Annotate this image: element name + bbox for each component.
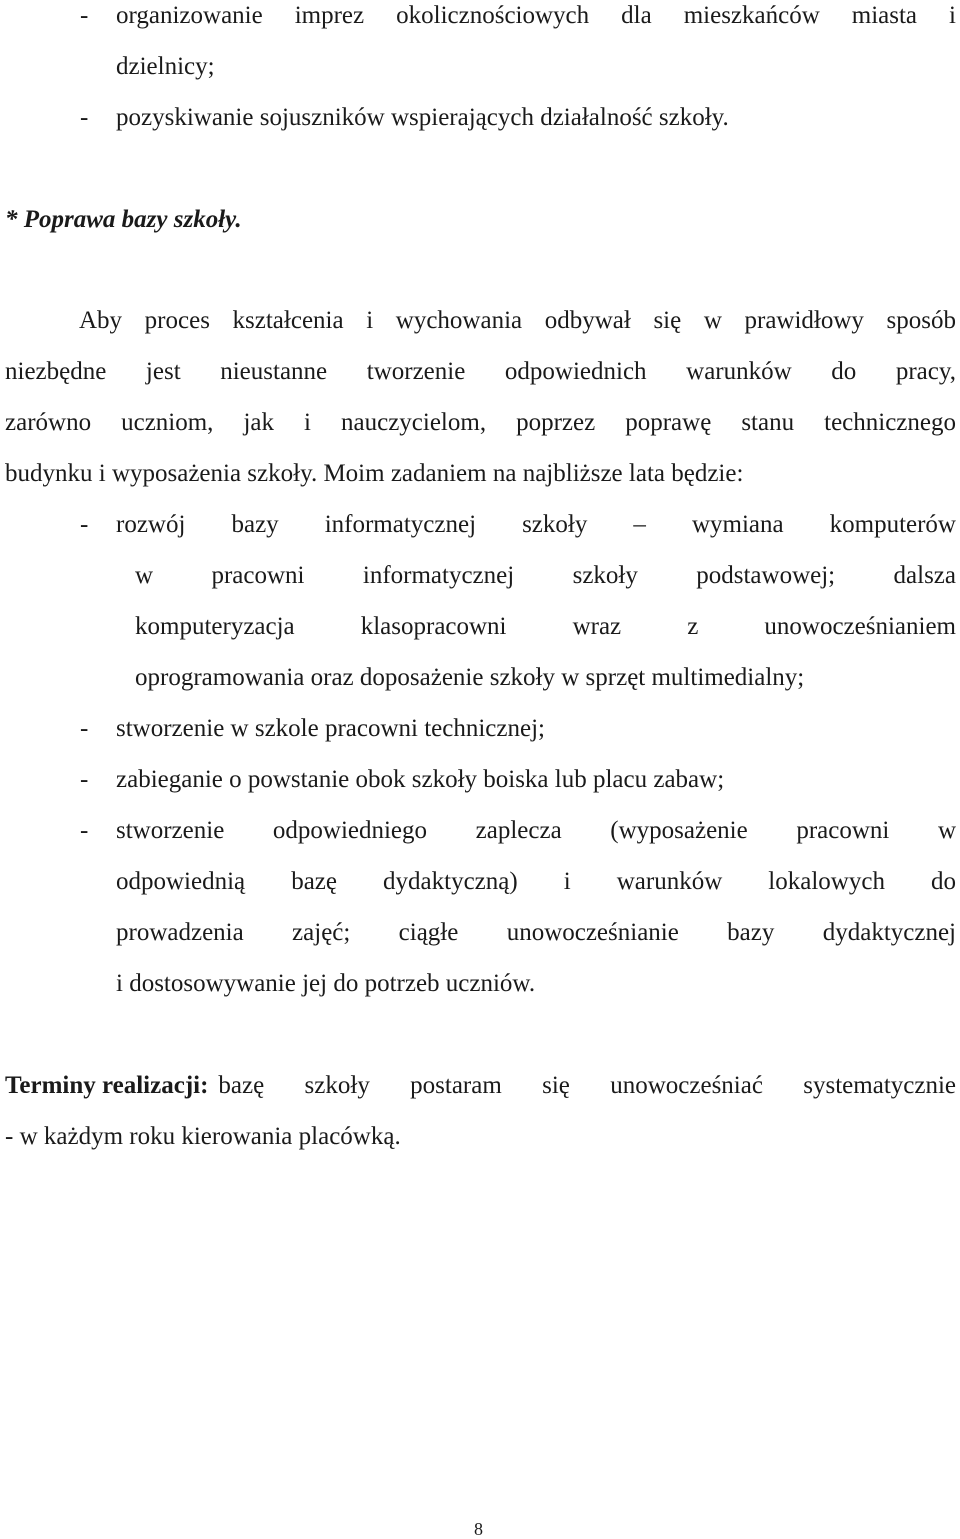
task-line: oprogramowania oraz doposażenie szkoły w sprzęt multimedialny; <box>135 664 805 691</box>
list-dash: - <box>80 104 89 131</box>
paragraph-line: budynku i wyposażenia szkoły. Moim zadaniem na najbliższe lata będzie: <box>5 460 744 487</box>
paragraph-line: Aby proces kształcenia i wychowania odbywał się w prawidłowy sposób <box>79 307 956 334</box>
task-line: w pracowni informatycznej szkoły podstawowej; dalsza <box>135 562 956 589</box>
task-line: odpowiednią bazę dydaktyczną) i warunków lokalowych do <box>116 868 956 895</box>
list-dash: - <box>80 511 89 538</box>
list-item-line: pozyskiwanie sojuszników wspierających działalność szkoły. <box>116 104 729 131</box>
list-dash: - <box>80 766 89 793</box>
list-dash: - <box>80 817 89 844</box>
list-dash: - <box>80 2 89 29</box>
paragraph-line: zarówno uczniom, jak i nauczycielom, poprzez poprawę stanu technicznego <box>5 409 956 436</box>
task-line: i dostosowywanie jej do potrzeb uczniów. <box>116 970 536 997</box>
task-line: prowadzenia zajęć; ciągłe unowocześnianie bazy dydaktycznej <box>116 919 956 946</box>
task-line: stworzenie w szkole pracowni technicznej; <box>116 715 545 742</box>
task-line: stworzenie odpowiedniego zaplecza (wyposażenie pracowni w <box>116 817 956 844</box>
paragraph-line: niezbędne jest nieustanne tworzenie odpowiednich warunków do pracy, <box>5 358 956 385</box>
section-heading: * Poprawa bazy szkoły. <box>5 206 242 233</box>
task-line: zabieganie o powstanie obok szkoły boiska lub placu zabaw; <box>116 766 725 793</box>
page-number: 8 <box>474 1519 483 1539</box>
list-item-line: dzielnicy; <box>116 53 215 80</box>
task-line: rozwój bazy informatycznej szkoły – wymiana komputerów <box>116 511 956 538</box>
deadline-text: bazę szkoły postaram się unowocześniać systematycznie <box>218 1072 956 1099</box>
deadline-text-continued: - w każdym roku kierowania placówką. <box>5 1123 401 1150</box>
deadline-label: Terminy realizacji: <box>5 1072 209 1099</box>
deadline-line <box>5 1073 956 1098</box>
list-dash: - <box>80 715 89 742</box>
list-item-line: organizowanie imprez okolicznościowych dla mieszkańców miasta i <box>116 2 956 29</box>
task-line: komputeryzacja klasopracowni wraz z unowocześnianiem <box>135 613 956 640</box>
